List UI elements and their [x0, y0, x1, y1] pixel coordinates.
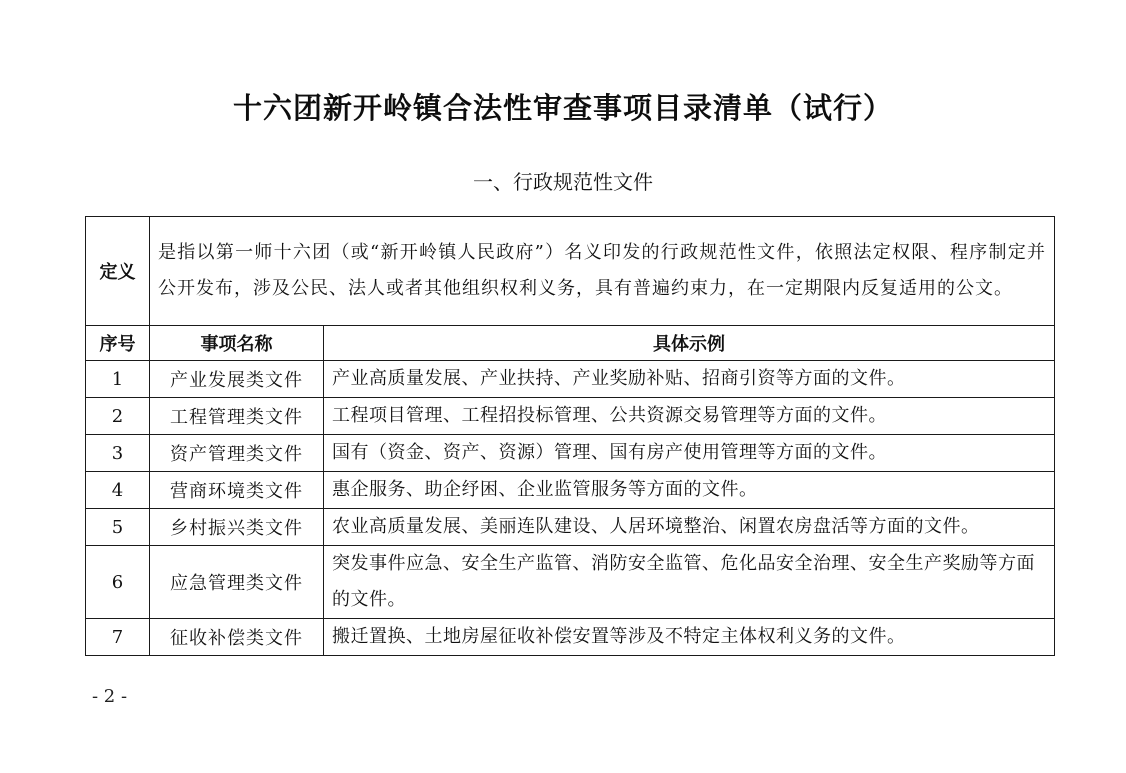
table-header-row: [86, 326, 1055, 361]
definition-text: 是指以第一师十六团（或“新开岭镇人民政府”）名义印发的行政规范性文件，依照法定权限、程序制定并公开发布，涉及公民、法人或者其他组织权利义务，具有普遍约束力，在一定期限内反复适用的公文。: [150, 217, 1055, 326]
table-row: [86, 509, 1055, 546]
row-item-name: 征收补偿类文件: [150, 619, 324, 656]
row-item-name: 工程管理类文件: [150, 398, 324, 435]
row-item-name: 资产管理类文件: [150, 435, 324, 472]
review-items-table: [85, 216, 1055, 656]
row-number: 3: [86, 435, 150, 472]
row-number: 5: [86, 509, 150, 546]
section-heading: 一、行政规范性文件: [473, 170, 653, 194]
table-row: [86, 435, 1055, 472]
table-row: [86, 398, 1055, 435]
row-example: 惠企服务、助企纾困、企业监管服务等方面的文件。: [324, 472, 1055, 509]
row-number: 7: [86, 619, 150, 656]
row-item-name: 营商环境类文件: [150, 472, 324, 509]
row-example: 突发事件应急、安全生产监管、消防安全监管、危化品安全治理、安全生产奖励等方面的文件。: [324, 546, 1055, 619]
row-item-name: 乡村振兴类文件: [150, 509, 324, 546]
table-row: [86, 619, 1055, 656]
row-number: 2: [86, 398, 150, 435]
row-number: 6: [86, 546, 150, 619]
page-number: - 2 -: [92, 686, 128, 707]
definition-label: 定义: [86, 217, 150, 326]
header-item-name: 事项名称: [150, 326, 324, 361]
row-number: 1: [86, 361, 150, 398]
row-item-name: 产业发展类文件: [150, 361, 324, 398]
definition-row: [86, 217, 1055, 326]
table-row: [86, 472, 1055, 509]
row-number: 4: [86, 472, 150, 509]
row-example: 搬迁置换、土地房屋征收补偿安置等涉及不特定主体权利义务的文件。: [324, 619, 1055, 656]
table-row: [86, 361, 1055, 398]
table-row: [86, 546, 1055, 619]
document-title: 十六团新开岭镇合法性审查事项目录清单（试行）: [232, 91, 893, 125]
row-item-name: 应急管理类文件: [150, 546, 324, 619]
header-number: 序号: [86, 326, 150, 361]
row-example: 国有（资金、资产、资源）管理、国有房产使用管理等方面的文件。: [324, 435, 1055, 472]
row-example: 工程项目管理、工程招投标管理、公共资源交易管理等方面的文件。: [324, 398, 1055, 435]
row-example: 产业高质量发展、产业扶持、产业奖励补贴、招商引资等方面的文件。: [324, 361, 1055, 398]
row-example: 农业高质量发展、美丽连队建设、人居环境整治、闲置农房盘活等方面的文件。: [324, 509, 1055, 546]
header-examples: 具体示例: [324, 326, 1055, 361]
